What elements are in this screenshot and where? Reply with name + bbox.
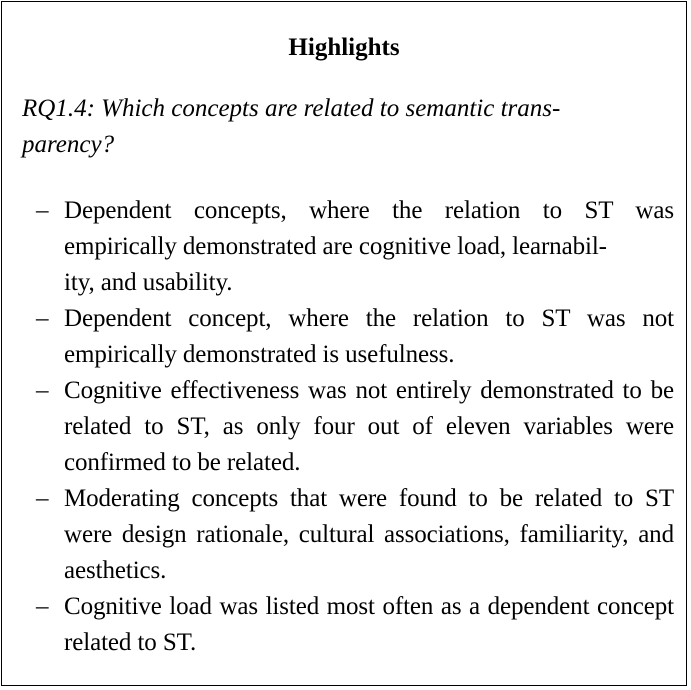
dash-bullet-icon: –	[36, 593, 49, 620]
list-item	[22, 373, 674, 481]
list-item	[22, 589, 674, 661]
item-text: Dependent concepts, where the relation to ST was empirically demonstrated are cognitive load, learnabil- ity, and usability.	[64, 197, 674, 296]
item-text: Cognitive effectiveness was not entirely demonstrated to be related to ST, as only four out of eleven variables were confirmed to be related.	[64, 377, 674, 476]
item-text: Cognitive load was listed most often as a dependent concept related to ST.	[64, 593, 674, 656]
item-text: Moderating concepts that were found to be related to ST were design rationale, cultural associations, familiarity, and aesthetics.	[64, 485, 674, 584]
highlights-list	[22, 193, 674, 661]
dash-bullet-icon: –	[36, 197, 49, 224]
list-item	[22, 193, 674, 301]
highlights-box	[1, 1, 687, 686]
list-item	[22, 481, 674, 589]
item-text: Dependent concept, where the relation to ST was not empirically demonstrated is usefulness.	[64, 305, 674, 368]
research-question: RQ1.4: Which concepts are related to semantic trans- parency?	[22, 95, 561, 158]
list-item	[22, 301, 674, 373]
dash-bullet-icon: –	[36, 377, 49, 404]
dash-bullet-icon: –	[36, 305, 49, 332]
dash-bullet-icon: –	[36, 485, 49, 512]
highlights-title: Highlights	[288, 34, 400, 61]
